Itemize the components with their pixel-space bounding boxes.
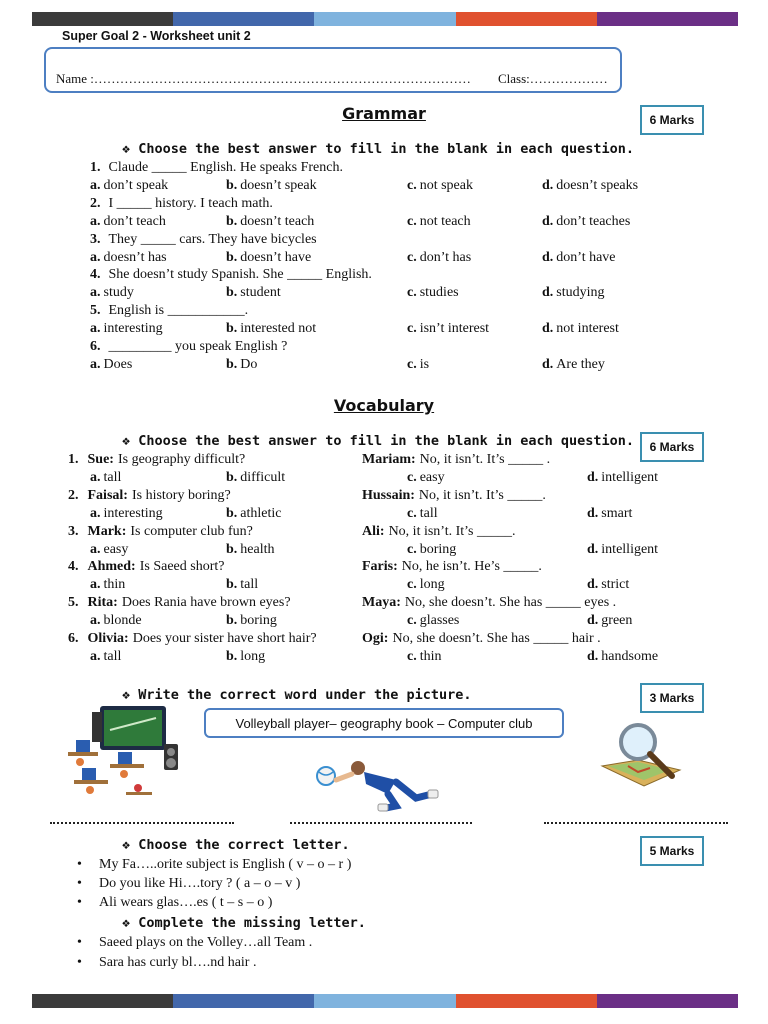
option-text: Are they bbox=[556, 357, 605, 372]
option-letter: b. bbox=[226, 470, 238, 485]
option-letter: c. bbox=[407, 613, 417, 629]
color-segment bbox=[314, 12, 455, 26]
option-text: study bbox=[103, 285, 134, 301]
option-letter: a. bbox=[90, 249, 101, 265]
option-letter: b. bbox=[226, 249, 238, 265]
answer-option-b[interactable] bbox=[226, 613, 277, 629]
option-letter: d. bbox=[587, 505, 599, 521]
option-text: strict bbox=[601, 577, 630, 593]
question-text: Claude _____ English. He speaks French. bbox=[108, 160, 343, 175]
color-segment bbox=[32, 994, 173, 1008]
answer-option-a[interactable] bbox=[90, 178, 168, 194]
option-text: Does bbox=[103, 357, 133, 372]
speaker-name: Ahmed: bbox=[87, 559, 136, 575]
option-letter: d. bbox=[587, 470, 599, 485]
option-letter: d. bbox=[587, 613, 599, 629]
answer-option-c[interactable] bbox=[407, 250, 471, 266]
answer-option-c[interactable] bbox=[407, 285, 459, 301]
answer-option-a[interactable] bbox=[90, 577, 125, 593]
option-letter: b. bbox=[226, 649, 238, 664]
option-text: don’t has bbox=[419, 249, 472, 265]
option-letter: a. bbox=[90, 505, 101, 521]
worksheet-title: Super Goal 2 - Worksheet unit 2 bbox=[62, 29, 251, 43]
option-text: doesn’t has bbox=[103, 249, 167, 265]
option-text: easy bbox=[103, 541, 129, 557]
answer-option-c[interactable] bbox=[407, 649, 442, 665]
dialogue-line-1 bbox=[68, 524, 253, 540]
bottom-color-bar bbox=[32, 994, 738, 1008]
answer-option-b[interactable] bbox=[226, 321, 316, 337]
answer-option-b[interactable] bbox=[226, 542, 275, 558]
option-letter: a. bbox=[90, 541, 101, 557]
question-text: I _____ history. I teach math. bbox=[108, 195, 273, 211]
speaker-name: Hussain: bbox=[362, 487, 415, 503]
color-segment bbox=[314, 994, 455, 1008]
answer-option-b[interactable] bbox=[226, 178, 317, 194]
class-field[interactable]: Class:……………… bbox=[498, 71, 608, 86]
speaker-name: Rita: bbox=[87, 595, 118, 611]
answer-option-a[interactable] bbox=[90, 613, 142, 629]
grammar-question bbox=[90, 232, 317, 248]
dialogue-text: Is computer club fun? bbox=[130, 523, 253, 539]
answer-option-c[interactable] bbox=[407, 178, 473, 194]
option-text: don’t teaches bbox=[556, 213, 631, 229]
answer-option-a[interactable] bbox=[90, 649, 121, 665]
answer-option-c[interactable] bbox=[407, 542, 456, 558]
option-letter: b. bbox=[226, 577, 238, 593]
question-number: 2. bbox=[68, 487, 79, 503]
name-class-box bbox=[44, 47, 622, 93]
answer-option-c[interactable] bbox=[407, 506, 438, 522]
answer-option-d[interactable] bbox=[542, 178, 638, 194]
missing-item: • Sara has curly bl….nd hair . bbox=[99, 955, 256, 971]
option-letter: c. bbox=[407, 285, 417, 301]
question-number: 5. bbox=[90, 303, 101, 319]
option-text: tall bbox=[103, 649, 122, 664]
answer-option-a[interactable] bbox=[90, 506, 163, 522]
option-letter: c. bbox=[407, 357, 417, 372]
question-number: 4. bbox=[90, 267, 101, 283]
option-letter: d. bbox=[542, 178, 554, 193]
letters-marks-badge: 5 Marks bbox=[640, 836, 704, 866]
dialogue-line-2 bbox=[362, 452, 550, 468]
dialogue-text: No, she doesn’t. She has _____ eyes . bbox=[404, 595, 617, 611]
answer-option-c[interactable] bbox=[407, 470, 445, 486]
letter-item: • Do you like Hi….tory ? ( a – o – v ) bbox=[99, 876, 300, 892]
question-number: 4. bbox=[68, 559, 79, 575]
dialogue-text: Does your sister have short hair? bbox=[132, 631, 317, 646]
option-letter: c. bbox=[407, 249, 417, 265]
option-text: long bbox=[419, 577, 445, 593]
option-text: green bbox=[601, 613, 633, 629]
option-text: doesn’t speaks bbox=[556, 178, 639, 193]
option-letter: d. bbox=[542, 249, 554, 265]
option-letter: b. bbox=[226, 357, 238, 372]
color-segment bbox=[456, 994, 597, 1008]
dialogue-text: Does Rania have brown eyes? bbox=[121, 595, 291, 611]
answer-option-d[interactable] bbox=[587, 649, 658, 665]
option-text: athletic bbox=[240, 505, 282, 521]
answer-option-d[interactable] bbox=[542, 285, 605, 301]
question-text: English is ___________. bbox=[108, 303, 249, 319]
answer-option-a[interactable] bbox=[90, 470, 121, 486]
speaker-name: Olivia: bbox=[87, 631, 129, 646]
answer-option-d[interactable] bbox=[587, 506, 632, 522]
option-text: smart bbox=[601, 505, 633, 521]
letter-item: • My Fa…..orite subject is English ( v – o – r ) bbox=[99, 857, 351, 873]
dialogue-text: Is geography difficult? bbox=[117, 452, 246, 467]
option-text: tall bbox=[103, 470, 122, 485]
answer-option-c[interactable] bbox=[407, 613, 459, 629]
volleyball-player-icon bbox=[312, 750, 442, 812]
option-text: doesn’t have bbox=[240, 249, 312, 265]
answer-option-b[interactable] bbox=[226, 506, 282, 522]
question-number: 3. bbox=[90, 231, 101, 247]
option-letter: a. bbox=[90, 285, 101, 301]
grammar-title: Grammar bbox=[342, 104, 426, 123]
grammar-question bbox=[90, 339, 287, 355]
answer-option-b[interactable] bbox=[226, 357, 257, 373]
answer-option-d[interactable] bbox=[542, 321, 619, 337]
speaker-name: Faisal: bbox=[87, 487, 128, 503]
answer-option-a[interactable] bbox=[90, 321, 163, 337]
answer-line-1[interactable] bbox=[50, 822, 234, 824]
answer-option-a[interactable] bbox=[90, 542, 128, 558]
option-text: isn’t interest bbox=[419, 321, 490, 337]
answer-option-d[interactable] bbox=[587, 470, 658, 486]
option-letter: d. bbox=[587, 577, 599, 593]
option-letter: a. bbox=[90, 321, 101, 337]
answer-option-a[interactable] bbox=[90, 285, 134, 301]
dialogue-line-1 bbox=[68, 595, 291, 611]
letters-instruction: ❖ Choose the correct letter. bbox=[122, 837, 350, 853]
question-number: 6. bbox=[68, 631, 79, 646]
speaker-name: Faris: bbox=[362, 559, 398, 575]
answer-option-c[interactable] bbox=[407, 577, 445, 593]
answer-option-b[interactable] bbox=[226, 649, 265, 665]
dialogue-text: No, it isn’t. It’s _____. bbox=[388, 523, 516, 539]
name-field[interactable]: Name :…………………………………………………………………………… bbox=[56, 71, 471, 86]
answer-option-a[interactable] bbox=[90, 357, 132, 373]
option-text: tall bbox=[240, 577, 259, 593]
option-letter: d. bbox=[542, 285, 554, 301]
option-text: boring bbox=[419, 541, 457, 557]
question-number: 3. bbox=[68, 523, 79, 539]
question-text: She doesn’t study Spanish. She _____ English. bbox=[108, 267, 372, 283]
computer-club-icon bbox=[60, 700, 190, 800]
color-segment bbox=[32, 12, 173, 26]
option-letter: a. bbox=[90, 357, 101, 372]
dialogue-text: No, he isn’t. He’s _____. bbox=[401, 559, 542, 575]
option-letter: a. bbox=[90, 470, 101, 485]
speaker-name: Ogi: bbox=[362, 631, 389, 646]
option-text: Do bbox=[240, 357, 258, 372]
word-bank-box: Volleyball player– geography book – Computer club bbox=[204, 708, 564, 738]
answer-option-b[interactable] bbox=[226, 250, 311, 266]
grammar-marks-badge: 6 Marks bbox=[640, 105, 704, 135]
option-text: is bbox=[419, 357, 430, 372]
dialogue-line-2 bbox=[362, 524, 515, 540]
grammar-question bbox=[90, 196, 273, 212]
option-letter: b. bbox=[226, 178, 238, 193]
option-text: thin bbox=[103, 577, 126, 593]
option-text: long bbox=[240, 649, 266, 664]
answer-line-3[interactable] bbox=[544, 822, 728, 824]
question-number: 5. bbox=[68, 595, 79, 611]
option-text: not teach bbox=[419, 213, 471, 229]
option-letter: a. bbox=[90, 613, 101, 629]
option-text: handsome bbox=[601, 649, 659, 664]
option-letter: c. bbox=[407, 321, 417, 337]
answer-option-d[interactable] bbox=[542, 250, 616, 266]
option-letter: c. bbox=[407, 541, 417, 557]
answer-line-2[interactable] bbox=[290, 822, 472, 824]
option-letter: c. bbox=[407, 505, 417, 521]
dialogue-text: Is Saeed short? bbox=[139, 559, 225, 575]
answer-option-b[interactable] bbox=[226, 214, 314, 230]
option-letter: a. bbox=[90, 577, 101, 593]
dialogue-text: Is history boring? bbox=[131, 487, 231, 503]
dialogue-line-2 bbox=[362, 631, 601, 647]
option-text: blonde bbox=[103, 613, 142, 629]
vocabulary-instruction: ❖ Choose the best answer to fill in the blank in each question. bbox=[122, 433, 635, 449]
answer-option-d[interactable] bbox=[587, 542, 658, 558]
option-letter: c. bbox=[407, 649, 417, 664]
dialogue-line-1 bbox=[68, 488, 231, 504]
answer-option-c[interactable] bbox=[407, 357, 429, 373]
option-text: studies bbox=[419, 285, 459, 301]
dialogue-line-1 bbox=[68, 452, 245, 468]
option-text: intelligent bbox=[601, 470, 659, 485]
option-text: boring bbox=[240, 613, 277, 629]
answer-option-c[interactable] bbox=[407, 214, 471, 230]
option-text: student bbox=[240, 285, 281, 301]
option-text: tall bbox=[419, 505, 438, 521]
grammar-question bbox=[90, 160, 343, 176]
grammar-question bbox=[90, 267, 372, 283]
speaker-name: Ali: bbox=[362, 523, 385, 539]
option-text: don’t speak bbox=[103, 178, 169, 193]
option-text: not interest bbox=[556, 321, 619, 337]
answer-option-d[interactable] bbox=[587, 577, 629, 593]
speaker-name: Sue: bbox=[87, 452, 114, 467]
top-color-bar bbox=[32, 12, 738, 26]
answer-option-b[interactable] bbox=[226, 285, 281, 301]
option-text: doesn’t teach bbox=[240, 213, 315, 229]
option-text: not speak bbox=[419, 178, 473, 193]
missing-instruction: ❖ Complete the missing letter. bbox=[122, 915, 366, 931]
dialogue-line-1 bbox=[68, 631, 317, 647]
letter-item: • Ali wears glas….es ( t – s – o ) bbox=[99, 895, 272, 911]
option-letter: c. bbox=[407, 577, 417, 593]
option-text: health bbox=[240, 541, 275, 557]
question-number: 1. bbox=[90, 160, 101, 175]
answer-option-a[interactable] bbox=[90, 250, 167, 266]
grammar-question bbox=[90, 303, 248, 319]
option-letter: b. bbox=[226, 541, 238, 557]
dialogue-text: No, it isn’t. It’s _____. bbox=[418, 487, 546, 503]
answer-option-d[interactable] bbox=[542, 214, 630, 230]
option-text: intelligent bbox=[601, 541, 659, 557]
option-text: don’t teach bbox=[103, 213, 166, 229]
option-text: thin bbox=[419, 649, 442, 664]
option-letter: a. bbox=[90, 178, 101, 193]
answer-option-d[interactable] bbox=[587, 613, 632, 629]
option-letter: c. bbox=[407, 470, 417, 485]
option-text: don’t have bbox=[556, 249, 616, 265]
option-letter: b. bbox=[226, 613, 238, 629]
option-text: difficult bbox=[240, 470, 286, 485]
dialogue-line-2 bbox=[362, 559, 542, 575]
option-letter: d. bbox=[542, 321, 554, 337]
color-segment bbox=[597, 12, 738, 26]
answer-option-b[interactable] bbox=[226, 577, 258, 593]
option-letter: b. bbox=[226, 505, 238, 521]
speaker-name: Mark: bbox=[87, 523, 127, 539]
option-letter: b. bbox=[226, 285, 238, 301]
option-text: glasses bbox=[419, 613, 460, 629]
color-segment bbox=[456, 12, 597, 26]
option-text: interesting bbox=[103, 505, 163, 521]
option-letter: b. bbox=[226, 213, 238, 229]
vocabulary-marks-badge: 6 Marks bbox=[640, 432, 704, 462]
dialogue-line-1 bbox=[68, 559, 225, 575]
option-text: doesn’t speak bbox=[240, 178, 317, 193]
speaker-name: Mariam: bbox=[362, 452, 416, 467]
dialogue-text: No, it isn’t. It’s _____ . bbox=[419, 452, 551, 467]
option-text: interested not bbox=[240, 321, 317, 337]
pictures-instruction: ❖ Write the correct word under the picture. bbox=[122, 687, 472, 703]
speaker-name: Maya: bbox=[362, 595, 401, 611]
option-letter: b. bbox=[226, 321, 238, 337]
dialogue-line-2 bbox=[362, 488, 546, 504]
grammar-instruction: ❖ Choose the best answer to fill in the blank in each question. bbox=[122, 141, 635, 157]
missing-item: • Saeed plays on the Volley…all Team . bbox=[99, 935, 312, 951]
answer-option-d[interactable] bbox=[542, 357, 605, 373]
question-number: 2. bbox=[90, 195, 101, 211]
vocabulary-title: Vocabulary bbox=[333, 396, 435, 415]
question-text: They _____ cars. They have bicycles bbox=[108, 231, 317, 247]
question-number: 1. bbox=[68, 452, 79, 467]
answer-option-a[interactable] bbox=[90, 214, 166, 230]
answer-option-c[interactable] bbox=[407, 321, 489, 337]
color-segment bbox=[173, 12, 314, 26]
option-letter: a. bbox=[90, 213, 101, 229]
option-letter: a. bbox=[90, 649, 101, 664]
option-letter: c. bbox=[407, 178, 417, 193]
geography-book-icon bbox=[598, 716, 684, 794]
color-segment bbox=[597, 994, 738, 1008]
dialogue-text: No, she doesn’t. She has _____ hair . bbox=[392, 631, 601, 646]
pictures-marks-badge: 3 Marks bbox=[640, 683, 704, 713]
question-number: 6. bbox=[90, 339, 101, 354]
option-letter: d. bbox=[587, 649, 599, 664]
option-letter: d. bbox=[542, 213, 554, 229]
option-letter: d. bbox=[542, 357, 554, 372]
option-text: easy bbox=[419, 470, 445, 485]
option-letter: c. bbox=[407, 213, 417, 229]
option-letter: d. bbox=[587, 541, 599, 557]
answer-option-b[interactable] bbox=[226, 470, 285, 486]
option-text: interesting bbox=[103, 321, 163, 337]
question-text: _________ you speak English ? bbox=[108, 339, 288, 354]
color-segment bbox=[173, 994, 314, 1008]
dialogue-line-2 bbox=[362, 595, 616, 611]
option-text: studying bbox=[556, 285, 605, 301]
